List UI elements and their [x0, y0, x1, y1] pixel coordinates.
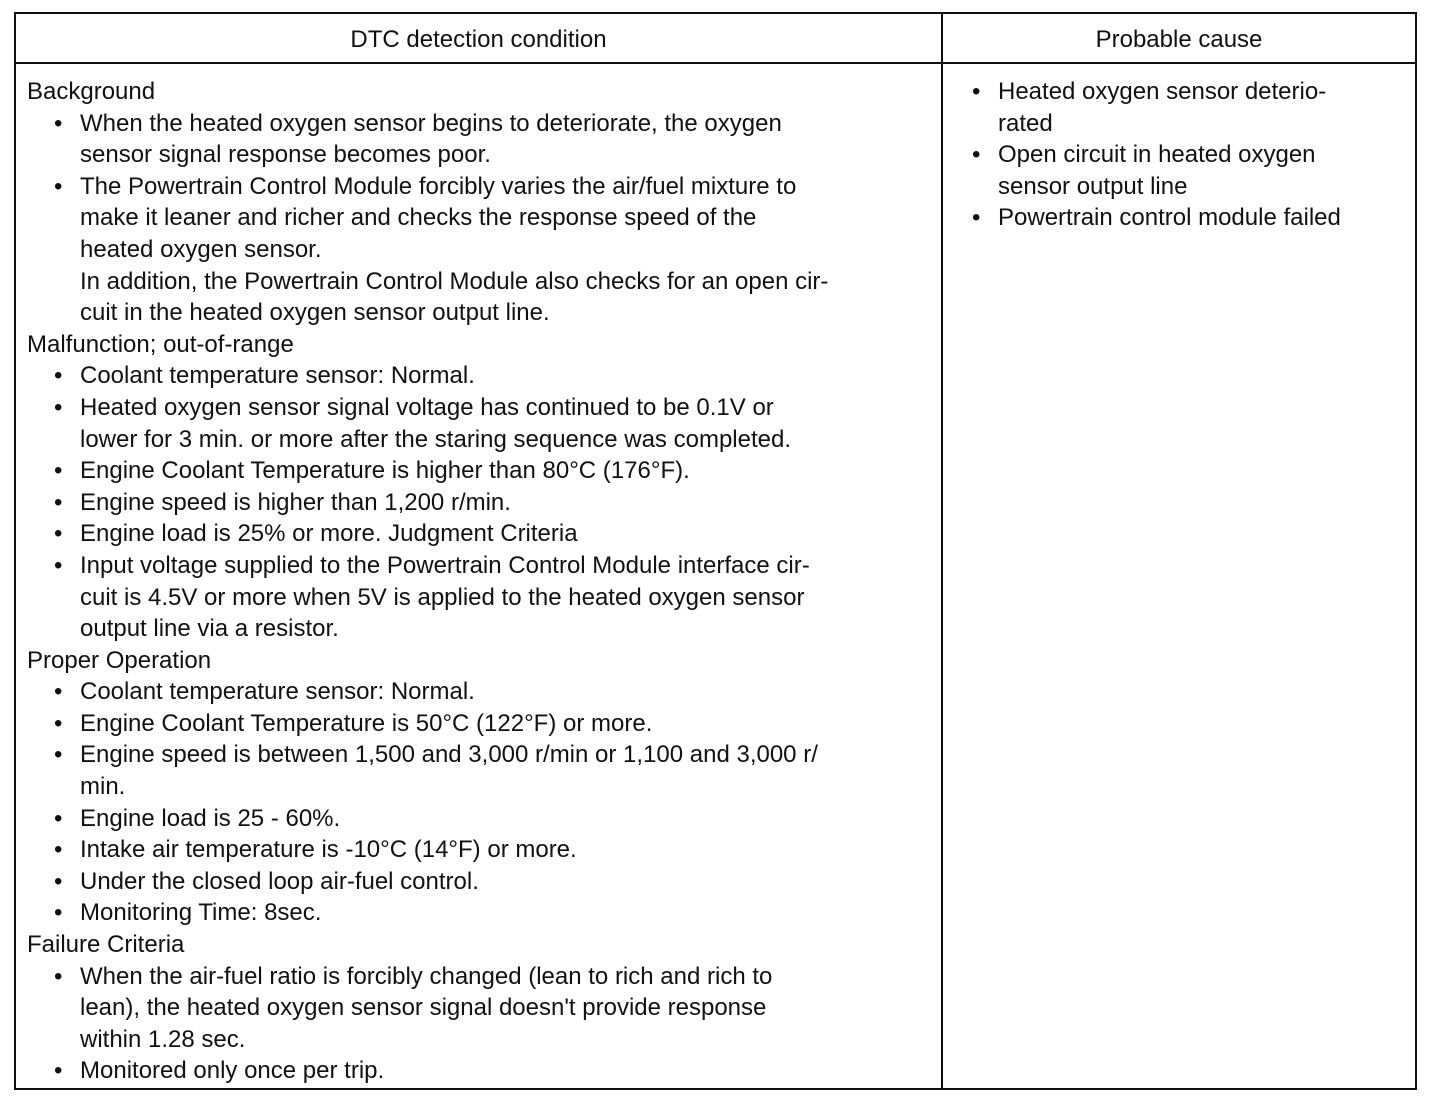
list-item-text: Intake air temperature is -10°C (14°F) or more.	[80, 836, 577, 864]
list-item-text: Input voltage supplied to the Powertrain Control Module interface cir- cuit is 4.5V or more when 5V is applied to the heated oxygen sensor output line via a resistor.	[80, 551, 810, 643]
list-item	[27, 866, 932, 898]
failure-criteria-list	[27, 961, 932, 1087]
list-item	[27, 708, 932, 740]
list-item-text: Heated oxygen sensor deterio- rated	[998, 78, 1327, 137]
list-item	[27, 897, 932, 929]
bullet-icon: •	[54, 109, 63, 137]
list-item-text: Coolant temperature sensor: Normal.	[80, 678, 475, 706]
list-item-text: Powertrain control module failed	[998, 204, 1341, 232]
list-item	[27, 171, 932, 329]
bullet-icon: •	[54, 172, 63, 200]
list-item-text: Engine speed is between 1,500 and 3,000 r/min or 1,100 and 3,000 r/ min.	[80, 741, 818, 801]
list-item	[27, 518, 932, 550]
bullet-icon: •	[54, 1057, 63, 1085]
list-item	[966, 139, 1406, 202]
proper-operation-list	[27, 676, 932, 929]
section-heading-background: Background	[27, 78, 156, 105]
list-item-text: Monitoring Time: 8sec.	[80, 899, 322, 927]
section-heading-failure-criteria: Failure Criteria	[27, 931, 185, 959]
list-item-text: Under the closed loop air-fuel control.	[80, 867, 479, 895]
background-list	[27, 108, 932, 329]
list-item-text: Engine Coolant Temperature is higher than 80°C (176°F).	[80, 457, 690, 485]
bullet-icon: •	[54, 836, 63, 864]
bullet-icon: •	[54, 520, 63, 548]
list-item-text: Coolant temperature sensor: Normal.	[80, 362, 475, 390]
list-item	[27, 803, 932, 835]
list-item-text: Engine speed is higher than 1,200 r/min.	[80, 488, 511, 516]
list-item-text: Engine load is 25 - 60%.	[80, 804, 341, 832]
malfunction-list	[27, 360, 932, 644]
list-item-text: Open circuit in heated oxygen sensor output line	[998, 141, 1316, 200]
list-item-extra-paragraph: In addition, the Powertrain Control Module also checks for an open cir- cuit in the heated oxygen sensor output line.	[80, 267, 829, 327]
list-item-text: Engine load is 25% or more. Judgment Criteria	[80, 520, 578, 548]
list-item	[27, 392, 932, 455]
bullet-icon: •	[54, 962, 63, 990]
bullet-icon: •	[54, 393, 63, 421]
list-item	[27, 455, 932, 487]
bullet-icon: •	[54, 678, 63, 706]
list-item-text: When the air-fuel ratio is forcibly changed (lean to rich and rich to lean), the heated oxygen sensor signal doesn't provide response within 1.28 sec.	[80, 962, 773, 1053]
bullet-icon: •	[54, 867, 63, 895]
list-item	[27, 1055, 932, 1087]
bullet-icon: •	[972, 78, 981, 105]
section-heading-proper-operation: Proper Operation	[27, 646, 212, 674]
list-item	[27, 487, 932, 519]
dtc-table	[14, 12, 1417, 1090]
bullet-icon: •	[54, 488, 63, 516]
bullet-icon: •	[54, 709, 63, 737]
list-item	[27, 961, 932, 1056]
list-item-text: The Powertrain Control Module forcibly varies the air/fuel mixture to make it leaner and richer and checks the response speed of the heated oxygen sensor.	[80, 172, 797, 263]
list-item	[27, 360, 932, 392]
probable-cause-cell	[966, 76, 1406, 234]
bullet-icon: •	[54, 551, 63, 579]
bullet-icon: •	[972, 141, 981, 169]
list-item	[27, 676, 932, 708]
bullet-icon: •	[54, 457, 63, 485]
header-divider	[16, 62, 1415, 64]
column-divider	[941, 14, 943, 1088]
bullet-icon: •	[54, 899, 63, 927]
list-item-text: Heated oxygen sensor signal voltage has continued to be 0.1V or lower for 3 min. or more after the staring sequence was completed.	[80, 393, 791, 453]
list-item	[27, 550, 932, 645]
detection-condition-cell	[27, 76, 932, 1087]
list-item-text: Engine Coolant Temperature is 50°C (122°F) or more.	[80, 709, 653, 737]
list-item	[27, 739, 932, 802]
section-heading-malfunction: Malfunction; out-of-range	[27, 330, 294, 358]
list-item-text: Monitored only once per trip.	[80, 1057, 385, 1085]
bullet-icon: •	[54, 804, 63, 832]
probable-cause-list	[966, 76, 1406, 234]
bullet-icon: •	[54, 362, 63, 390]
list-item	[966, 202, 1406, 234]
list-item	[27, 834, 932, 866]
list-item-text: When the heated oxygen sensor begins to deteriorate, the oxygen sensor signal response becomes poor.	[80, 109, 782, 169]
list-item	[27, 108, 932, 171]
bullet-icon: •	[54, 741, 63, 769]
header-detection-condition: DTC detection condition	[350, 26, 607, 53]
list-item	[966, 76, 1406, 139]
header-probable-cause: Probable cause	[1095, 26, 1263, 53]
bullet-icon: •	[972, 204, 981, 232]
